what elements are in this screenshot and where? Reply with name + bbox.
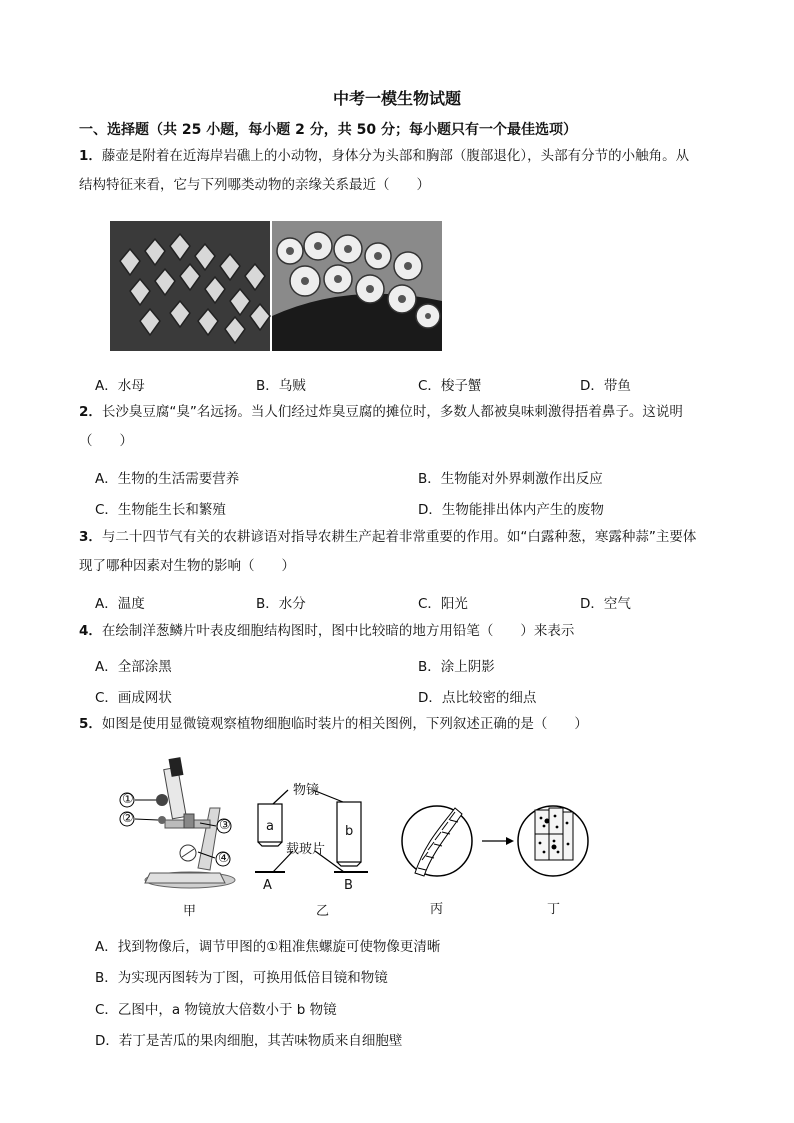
option-b: B．为实现丙图转为丁图，可换用低倍目镜和物镜 bbox=[95, 970, 388, 986]
question-text: 结构特征来看，它与下列哪类动物的亲缘关系最近（ ） bbox=[79, 177, 430, 193]
question-text: 藤壶是附着在近海岸岩礁上的小动物，身体分为头部和胸部（腹部退化），头部有分节的小触角。从 bbox=[101, 148, 690, 164]
slide-label: 载玻片 bbox=[286, 842, 326, 857]
question-text: 与二十四节气有关的农耕谚语对指导农耕生产起着非常重要的作用。如“白露种葱，寒露种蒜”主要体 bbox=[101, 529, 697, 545]
option-c: C．画成网状 bbox=[95, 690, 172, 706]
microscope-figure bbox=[110, 748, 610, 923]
option-a: A．生物的生活需要营养 bbox=[95, 471, 240, 487]
question-number: 1． bbox=[79, 148, 102, 164]
page-title: 中考一模生物试题 bbox=[332, 89, 461, 108]
option-c: C．乙图中，a 物镜放大倍数小于 b 物镜 bbox=[95, 1002, 337, 1018]
caption-ding: 丁 bbox=[547, 902, 561, 917]
question-number: 4． bbox=[79, 623, 102, 639]
caption-yi: 乙 bbox=[316, 904, 330, 919]
marker-2: ② bbox=[122, 811, 134, 826]
question-text: 现了哪种因素对生物的影响（ ） bbox=[79, 558, 295, 574]
barnacle-photo bbox=[110, 221, 442, 351]
option-d: D．空气 bbox=[580, 596, 631, 612]
option-d: D．若丁是苦瓜的果肉细胞，其苦味物质来自细胞壁 bbox=[95, 1033, 403, 1049]
option-b: B．水分 bbox=[256, 596, 306, 612]
question-text: 长沙臭豆腐“臭”名远扬。当人们经过炸臭豆腐的摊位时，多数人都被臭味刺激得捂着鼻子。这说明 bbox=[101, 404, 683, 420]
lens-a-label: a bbox=[266, 819, 274, 834]
objective-label: 物镜 bbox=[293, 783, 320, 798]
option-d: D．带鱼 bbox=[580, 378, 631, 394]
option-b: B．涂上阴影 bbox=[418, 659, 495, 675]
lens-b-label: b bbox=[345, 824, 354, 839]
marker-1: ① bbox=[122, 792, 134, 807]
question-number: 3． bbox=[79, 529, 102, 545]
option-a: A．全部涂黑 bbox=[95, 659, 172, 675]
marker-3: ③ bbox=[219, 818, 231, 833]
option-a: A．水母 bbox=[95, 378, 145, 394]
question-number: 2． bbox=[79, 404, 102, 420]
position-a-label: A bbox=[263, 878, 272, 893]
question-text: 在绘制洋葱鳞片叶表皮细胞结构图时，图中比较暗的地方用铅笔（ ）来表示 bbox=[101, 623, 575, 639]
question-number: 5． bbox=[79, 716, 102, 732]
option-c: C．生物能生长和繁殖 bbox=[95, 502, 226, 518]
option-d: D．点比较密的细点 bbox=[418, 690, 537, 706]
option-a: A．温度 bbox=[95, 596, 145, 612]
question-4 bbox=[79, 617, 743, 646]
option-c: C．梭子蟹 bbox=[418, 378, 482, 394]
caption-bing: 丙 bbox=[430, 902, 444, 917]
option-b: B．生物能对外界刺激作出反应 bbox=[418, 471, 603, 487]
question-3 bbox=[79, 523, 743, 581]
question-1 bbox=[79, 142, 743, 200]
question-text: 如图是使用显微镜观察植物细胞临时装片的相关图例，下列叙述正确的是（ ） bbox=[101, 716, 588, 732]
option-b: B．乌贼 bbox=[256, 378, 306, 394]
section-heading: 一、选择题（共 25 小题，每小题 2 分，共 50 分；每小题只有一个最佳选项） bbox=[79, 122, 577, 138]
question-text: （ ） bbox=[79, 433, 133, 449]
marker-4: ④ bbox=[218, 851, 230, 866]
option-c: C．阳光 bbox=[418, 596, 468, 612]
option-d: D．生物能排出体内产生的废物 bbox=[418, 502, 604, 518]
option-a: A．找到物像后，调节甲图的①粗准焦螺旋可使物像更清晰 bbox=[95, 939, 441, 955]
caption-jia: 甲 bbox=[183, 904, 197, 919]
position-b-label: B bbox=[344, 878, 353, 893]
question-2 bbox=[79, 398, 743, 456]
question-5 bbox=[79, 710, 743, 739]
